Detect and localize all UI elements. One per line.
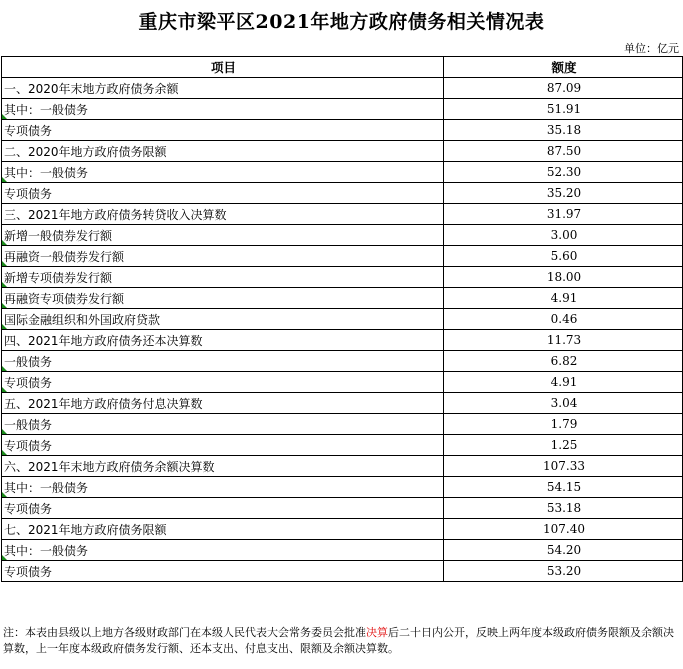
- cell-marker: [2, 366, 7, 371]
- table-row: [2, 120, 683, 141]
- table-row: [2, 183, 683, 204]
- row-amount: 31.97: [444, 204, 683, 225]
- table-row: [2, 498, 683, 519]
- row-amount: 87.50: [444, 141, 683, 162]
- footnote: [3, 625, 680, 657]
- cell-marker: [2, 450, 7, 455]
- row-amount: 3.04: [444, 393, 683, 414]
- row-item-label: 专项债务: [2, 372, 444, 393]
- row-amount: 0.46: [444, 309, 683, 330]
- row-item-label: 其中：一般债务: [2, 477, 444, 498]
- row-amount: 54.20: [444, 540, 683, 561]
- table-row: [2, 519, 683, 540]
- cell-marker: [2, 492, 7, 497]
- cell-marker: [2, 429, 7, 434]
- table-row: [2, 246, 683, 267]
- row-item-label: 专项债务: [2, 498, 444, 519]
- cell-marker: [2, 261, 7, 266]
- table-row: [2, 225, 683, 246]
- row-amount: 4.91: [444, 288, 683, 309]
- row-item-label: 其中：一般债务: [2, 540, 444, 561]
- table-row: [2, 414, 683, 435]
- table-row: [2, 330, 683, 351]
- row-amount: 51.91: [444, 99, 683, 120]
- table-row: [2, 561, 683, 582]
- table-row: [2, 309, 683, 330]
- footnote-highlight: 决算: [366, 626, 388, 639]
- row-amount: 87.09: [444, 78, 683, 99]
- row-item-label: 专项债务: [2, 120, 444, 141]
- row-amount: 3.00: [444, 225, 683, 246]
- table-header-row: [2, 57, 683, 78]
- table-row: [2, 141, 683, 162]
- table-row: [2, 288, 683, 309]
- table-row: [2, 204, 683, 225]
- cell-marker: [2, 303, 7, 308]
- cell-marker: [2, 387, 7, 392]
- row-item-label: 再融资专项债券发行额: [2, 288, 444, 309]
- row-item-label: 国际金融组织和外国政府贷款: [2, 309, 444, 330]
- table-row: [2, 162, 683, 183]
- row-item-label: 一般债务: [2, 351, 444, 372]
- cell-marker: [2, 177, 7, 182]
- unit-label: 单位：亿元: [624, 42, 679, 55]
- row-item-label: 新增专项债券发行额: [2, 267, 444, 288]
- row-item-label: 六、2021年末地方政府债务余额决算数: [2, 456, 444, 477]
- row-item-label: 专项债务: [2, 183, 444, 204]
- row-amount: 35.18: [444, 120, 683, 141]
- row-item-label: 专项债务: [2, 561, 444, 582]
- header-item: 项目: [2, 57, 444, 78]
- cell-marker: [2, 282, 7, 287]
- row-amount: 1.79: [444, 414, 683, 435]
- row-item-label: 再融资一般债券发行额: [2, 246, 444, 267]
- row-amount: 6.82: [444, 351, 683, 372]
- row-amount: 35.20: [444, 183, 683, 204]
- table-row: [2, 372, 683, 393]
- table-row: [2, 267, 683, 288]
- table-row: [2, 78, 683, 99]
- table-row: [2, 351, 683, 372]
- row-amount: 53.18: [444, 498, 683, 519]
- table-row: [2, 99, 683, 120]
- row-item-label: 一、2020年末地方政府债务余额: [2, 78, 444, 99]
- debt-table: [1, 56, 683, 582]
- footnote-text-after: 后二十日内公开，反映上两年度本级政府债务限额及余额决算数，上一年度本级政府债务发行额、还本支出、付息支出、限额及余额决算数。: [3, 626, 674, 655]
- table-row: [2, 435, 683, 456]
- row-item-label: 三、2021年地方政府债务转贷收入决算数: [2, 204, 444, 225]
- cell-marker: [2, 114, 7, 119]
- row-item-label: 新增一般债券发行额: [2, 225, 444, 246]
- row-amount: 4.91: [444, 372, 683, 393]
- footnote-text-before: 注：本表由县级以上地方各级财政部门在本级人民代表大会常务委员会批准: [3, 626, 366, 639]
- cell-marker: [2, 555, 7, 560]
- cell-marker: [2, 240, 7, 245]
- table-row: [2, 477, 683, 498]
- row-item-label: 其中：一般债务: [2, 162, 444, 183]
- row-amount: 107.40: [444, 519, 683, 540]
- table-row: [2, 393, 683, 414]
- row-amount: 1.25: [444, 435, 683, 456]
- row-amount: 11.73: [444, 330, 683, 351]
- table-row: [2, 456, 683, 477]
- cell-marker: [2, 324, 7, 329]
- row-item-label: 一般债务: [2, 414, 444, 435]
- row-amount: 54.15: [444, 477, 683, 498]
- row-item-label: 五、2021年地方政府债务付息决算数: [2, 393, 444, 414]
- row-amount: 107.33: [444, 456, 683, 477]
- row-amount: 18.00: [444, 267, 683, 288]
- row-item-label: 七、2021年地方政府债务限额: [2, 519, 444, 540]
- header-amount: 额度: [444, 57, 683, 78]
- table-row: [2, 540, 683, 561]
- row-item-label: 二、2020年地方政府债务限额: [2, 141, 444, 162]
- row-amount: 5.60: [444, 246, 683, 267]
- row-amount: 52.30: [444, 162, 683, 183]
- page-title: 重庆市梁平区2021年地方政府债务相关情况表: [138, 10, 545, 33]
- row-item-label: 专项债务: [2, 435, 444, 456]
- row-item-label: 其中：一般债务: [2, 99, 444, 120]
- row-amount: 53.20: [444, 561, 683, 582]
- row-item-label: 四、2021年地方政府债务还本决算数: [2, 330, 444, 351]
